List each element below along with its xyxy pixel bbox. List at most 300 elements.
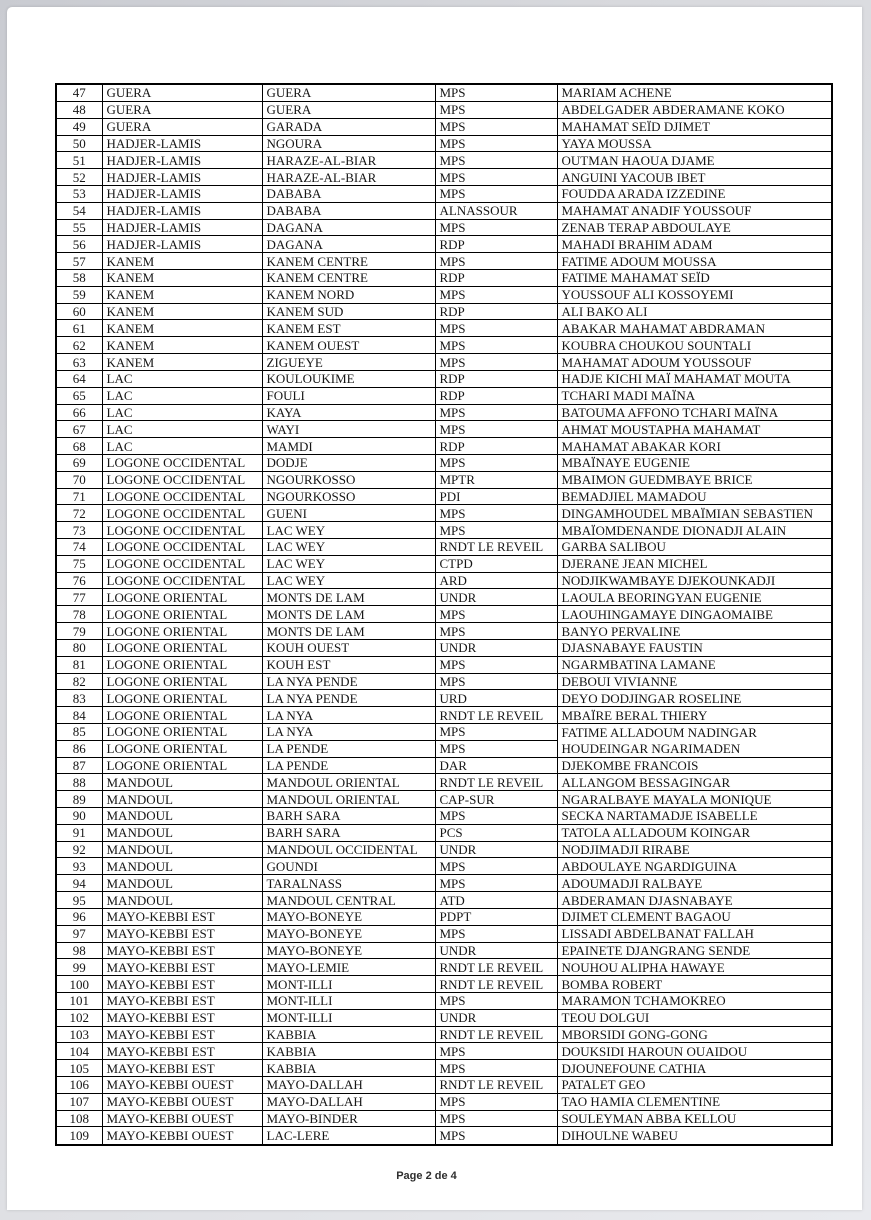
cell-region: KANEM bbox=[102, 320, 262, 337]
cell-region: LAC bbox=[102, 404, 262, 421]
cell-numero: 109 bbox=[56, 1127, 102, 1145]
cell-numero: 67 bbox=[56, 421, 102, 438]
cell-parti: RDP bbox=[435, 370, 557, 387]
table-row bbox=[56, 707, 832, 724]
cell-parti: MPS bbox=[435, 740, 557, 757]
cell-candidat: LAOULA BEORINGYAN EUGENIE bbox=[557, 589, 832, 606]
cell-candidat: TATOLA ALLADOUM KOINGAR bbox=[557, 824, 832, 841]
table-row bbox=[56, 690, 832, 707]
cell-departement: LAC-LERE bbox=[262, 1127, 435, 1145]
cell-numero: 69 bbox=[56, 454, 102, 471]
cell-numero: 80 bbox=[56, 639, 102, 656]
table-row bbox=[56, 253, 832, 270]
cell-candidat: FATIME ADOUM MOUSSA bbox=[557, 253, 832, 270]
cell-region: MAYO-KEBBI EST bbox=[102, 942, 262, 959]
cell-region: KANEM bbox=[102, 270, 262, 287]
cell-parti: MPTR bbox=[435, 471, 557, 488]
cell-candidat: BATOUMA AFFONO TCHARI MAÏNA bbox=[557, 404, 832, 421]
cell-numero: 53 bbox=[56, 185, 102, 202]
cell-candidat: MBAÏRE BERAL THIERY bbox=[557, 707, 832, 724]
cell-departement: MAYO-BONEYE bbox=[262, 908, 435, 925]
table-row bbox=[56, 169, 832, 186]
cell-candidat: MBAÏNAYE EUGENIE bbox=[557, 454, 832, 471]
cell-candidat: DJERANE JEAN MICHEL bbox=[557, 555, 832, 572]
cell-parti: MPS bbox=[435, 1093, 557, 1110]
table-row bbox=[56, 1026, 832, 1043]
cell-numero: 62 bbox=[56, 337, 102, 354]
cell-departement: KOUH EST bbox=[262, 656, 435, 673]
cell-departement: LA PENDE bbox=[262, 740, 435, 757]
cell-candidat: DJEKOMBE FRANCOIS bbox=[557, 757, 832, 774]
cell-parti: MPS bbox=[435, 1127, 557, 1145]
cell-parti: UNDR bbox=[435, 942, 557, 959]
cell-departement: KANEM EST bbox=[262, 320, 435, 337]
cell-candidat: HADJE KICHI MAÏ MAHAMAT MOUTA bbox=[557, 370, 832, 387]
table-row bbox=[56, 84, 832, 101]
table-row bbox=[56, 757, 832, 774]
cell-departement: HARAZE-AL-BIAR bbox=[262, 152, 435, 169]
cell-parti: MPS bbox=[435, 286, 557, 303]
table-row bbox=[56, 454, 832, 471]
cell-parti: MPS bbox=[435, 84, 557, 101]
cell-departement: BARH SARA bbox=[262, 824, 435, 841]
cell-parti: MPS bbox=[435, 606, 557, 623]
cell-candidat: LISSADI ABDELBANAT FALLAH bbox=[557, 925, 832, 942]
cell-parti: ARD bbox=[435, 572, 557, 589]
table-row bbox=[56, 808, 832, 825]
cell-departement: KANEM CENTRE bbox=[262, 270, 435, 287]
cell-numero: 71 bbox=[56, 488, 102, 505]
cell-departement: FOULI bbox=[262, 387, 435, 404]
cell-candidat: ABAKAR MAHAMAT ABDRAMAN bbox=[557, 320, 832, 337]
cell-region: MANDOUL bbox=[102, 875, 262, 892]
cell-region: LOGONE ORIENTAL bbox=[102, 723, 262, 740]
cell-candidat: DEYO DODJINGAR ROSELINE bbox=[557, 690, 832, 707]
cell-departement: KABBIA bbox=[262, 1026, 435, 1043]
table-row bbox=[56, 639, 832, 656]
table-row bbox=[56, 438, 832, 455]
cell-numero: 97 bbox=[56, 925, 102, 942]
cell-region: LOGONE OCCIDENTAL bbox=[102, 539, 262, 556]
cell-numero: 66 bbox=[56, 404, 102, 421]
cell-departement: MANDOUL CENTRAL bbox=[262, 892, 435, 909]
cell-candidat: ALI BAKO ALI bbox=[557, 303, 832, 320]
cell-departement: LAC WEY bbox=[262, 539, 435, 556]
cell-parti: MPS bbox=[435, 185, 557, 202]
cell-parti: RNDT LE REVEIL bbox=[435, 976, 557, 993]
table-row bbox=[56, 992, 832, 1009]
cell-departement: MAYO-BONEYE bbox=[262, 942, 435, 959]
cell-candidat: MAHAMAT ADOUM YOUSSOUF bbox=[557, 354, 832, 371]
cell-departement: HARAZE-AL-BIAR bbox=[262, 169, 435, 186]
cell-parti: MPS bbox=[435, 1110, 557, 1127]
cell-candidat: NGARALBAYE MAYALA MONIQUE bbox=[557, 791, 832, 808]
cell-departement: DABABA bbox=[262, 202, 435, 219]
cell-departement: KOUH OUEST bbox=[262, 639, 435, 656]
cell-candidat: BOMBA ROBERT bbox=[557, 976, 832, 993]
cell-numero: 91 bbox=[56, 824, 102, 841]
cell-parti: MPS bbox=[435, 219, 557, 236]
cell-parti: RDP bbox=[435, 270, 557, 287]
cell-region: MAYO-KEBBI EST bbox=[102, 908, 262, 925]
cell-region: LOGONE OCCIDENTAL bbox=[102, 488, 262, 505]
cell-parti: URD bbox=[435, 690, 557, 707]
cell-departement: NGOURKOSSO bbox=[262, 471, 435, 488]
cell-departement: MAYO-BINDER bbox=[262, 1110, 435, 1127]
cell-numero: 58 bbox=[56, 270, 102, 287]
cell-region: MAYO-KEBBI EST bbox=[102, 976, 262, 993]
cell-departement: MAYO-DALLAH bbox=[262, 1093, 435, 1110]
cell-candidat: ANGUINI YACOUB IBET bbox=[557, 169, 832, 186]
cell-departement: MONTS DE LAM bbox=[262, 606, 435, 623]
cell-numero: 68 bbox=[56, 438, 102, 455]
cell-parti: MPS bbox=[435, 505, 557, 522]
cell-departement: DODJE bbox=[262, 454, 435, 471]
cell-parti: RNDT LE REVEIL bbox=[435, 707, 557, 724]
cell-parti: ALNASSOUR bbox=[435, 202, 557, 219]
cell-departement: NGOURKOSSO bbox=[262, 488, 435, 505]
cell-candidat: DJOUNEFOUNE CATHIA bbox=[557, 1060, 832, 1077]
cell-departement: KOULOUKIME bbox=[262, 370, 435, 387]
table-row bbox=[56, 858, 832, 875]
cell-numero: 93 bbox=[56, 858, 102, 875]
cell-parti: MPS bbox=[435, 135, 557, 152]
cell-parti: MPS bbox=[435, 152, 557, 169]
cell-parti: PDPT bbox=[435, 908, 557, 925]
cell-parti: MPS bbox=[435, 673, 557, 690]
cell-candidat: PATALET GEO bbox=[557, 1077, 832, 1094]
cell-parti: MPS bbox=[435, 253, 557, 270]
cell-parti: MPS bbox=[435, 656, 557, 673]
table-row bbox=[56, 555, 832, 572]
table-row bbox=[56, 908, 832, 925]
cell-region: LAC bbox=[102, 387, 262, 404]
table-row bbox=[56, 505, 832, 522]
table-row bbox=[56, 1077, 832, 1094]
cell-numero: 100 bbox=[56, 976, 102, 993]
cell-numero: 61 bbox=[56, 320, 102, 337]
table-row bbox=[56, 959, 832, 976]
cell-parti: MPS bbox=[435, 118, 557, 135]
table-row bbox=[56, 892, 832, 909]
table-row bbox=[56, 488, 832, 505]
table-row bbox=[56, 740, 832, 757]
table-row bbox=[56, 791, 832, 808]
cell-region: MAYO-KEBBI EST bbox=[102, 992, 262, 1009]
cell-numero: 57 bbox=[56, 253, 102, 270]
table-row bbox=[56, 1110, 832, 1127]
cell-parti: UNDR bbox=[435, 841, 557, 858]
cell-numero: 82 bbox=[56, 673, 102, 690]
cell-parti: RNDT LE REVEIL bbox=[435, 1026, 557, 1043]
cell-candidat: ADOUMADJI RALBAYE bbox=[557, 875, 832, 892]
cell-parti: MPS bbox=[435, 875, 557, 892]
cell-region: MANDOUL bbox=[102, 824, 262, 841]
cell-candidat: BANYO PERVALINE bbox=[557, 623, 832, 640]
table-row bbox=[56, 303, 832, 320]
cell-parti: CTPD bbox=[435, 555, 557, 572]
cell-departement: GUERA bbox=[262, 84, 435, 101]
cell-parti: PDI bbox=[435, 488, 557, 505]
cell-departement: DAGANA bbox=[262, 236, 435, 253]
cell-numero: 51 bbox=[56, 152, 102, 169]
cell-numero: 79 bbox=[56, 623, 102, 640]
cell-candidat: TEOU DOLGUI bbox=[557, 1009, 832, 1026]
cell-numero: 72 bbox=[56, 505, 102, 522]
cell-candidat: YAYA MOUSSA bbox=[557, 135, 832, 152]
cell-parti: MPS bbox=[435, 404, 557, 421]
cell-numero: 74 bbox=[56, 539, 102, 556]
cell-region: MAYO-KEBBI EST bbox=[102, 1060, 262, 1077]
cell-parti: MPS bbox=[435, 1060, 557, 1077]
cell-candidat: DINGAMHOUDEL MBAÏMIAN SEBASTIEN bbox=[557, 505, 832, 522]
cell-candidat: DJIMET CLEMENT BAGAOU bbox=[557, 908, 832, 925]
cell-region: HADJER-LAMIS bbox=[102, 135, 262, 152]
cell-candidat: ZENAB TERAP ABDOULAYE bbox=[557, 219, 832, 236]
candidates-table bbox=[55, 83, 833, 1146]
table-row bbox=[56, 219, 832, 236]
cell-candidat: EPAINETE DJANGRANG SENDE bbox=[557, 942, 832, 959]
cell-numero: 50 bbox=[56, 135, 102, 152]
cell-departement: KABBIA bbox=[262, 1060, 435, 1077]
cell-departement: MANDOUL ORIENTAL bbox=[262, 774, 435, 791]
cell-departement: LA NYA bbox=[262, 723, 435, 740]
cell-numero: 63 bbox=[56, 354, 102, 371]
cell-numero: 88 bbox=[56, 774, 102, 791]
table-row bbox=[56, 824, 832, 841]
table-row bbox=[56, 370, 832, 387]
cell-numero: 86 bbox=[56, 740, 102, 757]
table-row bbox=[56, 152, 832, 169]
cell-candidat: TAO HAMIA CLEMENTINE bbox=[557, 1093, 832, 1110]
cell-numero: 108 bbox=[56, 1110, 102, 1127]
cell-region: LAC bbox=[102, 438, 262, 455]
cell-numero: 64 bbox=[56, 370, 102, 387]
cell-region: GUERA bbox=[102, 118, 262, 135]
cell-parti: ATD bbox=[435, 892, 557, 909]
cell-region: LAC bbox=[102, 370, 262, 387]
cell-parti: UNDR bbox=[435, 639, 557, 656]
candidates-table-container bbox=[55, 83, 833, 1146]
cell-departement: MONTS DE LAM bbox=[262, 589, 435, 606]
cell-parti: MPS bbox=[435, 354, 557, 371]
cell-candidat: FATIME MAHAMAT SEÏD bbox=[557, 270, 832, 287]
cell-region: HADJER-LAMIS bbox=[102, 236, 262, 253]
cell-parti: MPS bbox=[435, 1043, 557, 1060]
cell-candidat: MBORSIDI GONG-GONG bbox=[557, 1026, 832, 1043]
cell-departement: GUERA bbox=[262, 101, 435, 118]
cell-parti: MPS bbox=[435, 522, 557, 539]
cell-numero: 85 bbox=[56, 723, 102, 740]
cell-region: LOGONE ORIENTAL bbox=[102, 690, 262, 707]
cell-region: MAYO-KEBBI EST bbox=[102, 959, 262, 976]
cell-numero: 77 bbox=[56, 589, 102, 606]
cell-parti: PCS bbox=[435, 824, 557, 841]
cell-departement: MANDOUL OCCIDENTAL bbox=[262, 841, 435, 858]
cell-region: MAYO-KEBBI EST bbox=[102, 925, 262, 942]
cell-numero: 87 bbox=[56, 757, 102, 774]
table-row bbox=[56, 572, 832, 589]
cell-departement: DAGANA bbox=[262, 219, 435, 236]
cell-numero: 55 bbox=[56, 219, 102, 236]
table-row bbox=[56, 1093, 832, 1110]
cell-numero: 81 bbox=[56, 656, 102, 673]
cell-departement: LA NYA PENDE bbox=[262, 673, 435, 690]
cell-candidat: ALLANGOM BESSAGINGAR bbox=[557, 774, 832, 791]
cell-candidat: ABDOULAYE NGARDIGUINA bbox=[557, 858, 832, 875]
cell-numero: 65 bbox=[56, 387, 102, 404]
cell-departement: MAYO-LEMIE bbox=[262, 959, 435, 976]
cell-parti: DAR bbox=[435, 757, 557, 774]
cell-candidat: MAHAMAT ANADIF YOUSSOUF bbox=[557, 202, 832, 219]
cell-departement: KAYA bbox=[262, 404, 435, 421]
table-row bbox=[56, 723, 832, 740]
table-row bbox=[56, 1060, 832, 1077]
cell-region: LOGONE ORIENTAL bbox=[102, 757, 262, 774]
cell-departement: MONT-ILLI bbox=[262, 992, 435, 1009]
cell-numero: 52 bbox=[56, 169, 102, 186]
cell-parti: MPS bbox=[435, 337, 557, 354]
cell-numero: 84 bbox=[56, 707, 102, 724]
table-row bbox=[56, 118, 832, 135]
cell-region: LOGONE ORIENTAL bbox=[102, 656, 262, 673]
cell-departement: LA NYA bbox=[262, 707, 435, 724]
table-row bbox=[56, 236, 832, 253]
cell-parti: RDP bbox=[435, 387, 557, 404]
table-row bbox=[56, 185, 832, 202]
cell-numero: 76 bbox=[56, 572, 102, 589]
table-row bbox=[56, 387, 832, 404]
cell-parti: UNDR bbox=[435, 1009, 557, 1026]
cell-numero: 99 bbox=[56, 959, 102, 976]
cell-parti: RDP bbox=[435, 236, 557, 253]
cell-region: LOGONE OCCIDENTAL bbox=[102, 555, 262, 572]
table-row bbox=[56, 471, 832, 488]
cell-region: MANDOUL bbox=[102, 892, 262, 909]
cell-parti: RDP bbox=[435, 438, 557, 455]
cell-candidat: AHMAT MOUSTAPHA MAHAMAT bbox=[557, 421, 832, 438]
cell-region: LAC bbox=[102, 421, 262, 438]
cell-numero: 105 bbox=[56, 1060, 102, 1077]
cell-numero: 96 bbox=[56, 908, 102, 925]
cell-candidat: BEMADJIEL MAMADOU bbox=[557, 488, 832, 505]
table-row bbox=[56, 320, 832, 337]
page-number: Page 2 de 4 bbox=[396, 1170, 457, 1182]
cell-candidat: TCHARI MADI MAÏNA bbox=[557, 387, 832, 404]
cell-region: LOGONE ORIENTAL bbox=[102, 623, 262, 640]
cell-candidat: YOUSSOUF ALI KOSSOYEMI bbox=[557, 286, 832, 303]
cell-region: HADJER-LAMIS bbox=[102, 152, 262, 169]
cell-departement: LAC WEY bbox=[262, 572, 435, 589]
cell-numero: 60 bbox=[56, 303, 102, 320]
cell-region: MAYO-KEBBI OUEST bbox=[102, 1093, 262, 1110]
cell-parti: MPS bbox=[435, 992, 557, 1009]
cell-region: KANEM bbox=[102, 354, 262, 371]
cell-candidat: SOULEYMAN ABBA KELLOU bbox=[557, 1110, 832, 1127]
cell-region: MANDOUL bbox=[102, 841, 262, 858]
table-row bbox=[56, 623, 832, 640]
cell-numero: 89 bbox=[56, 791, 102, 808]
cell-candidat: ABDELGADER ABDERAMANE KOKO bbox=[557, 101, 832, 118]
cell-candidat: NODJIKWAMBAYE DJEKOUNKADJI bbox=[557, 572, 832, 589]
cell-region: HADJER-LAMIS bbox=[102, 185, 262, 202]
cell-region: LOGONE OCCIDENTAL bbox=[102, 505, 262, 522]
cell-region: LOGONE ORIENTAL bbox=[102, 673, 262, 690]
table-row bbox=[56, 202, 832, 219]
cell-region: HADJER-LAMIS bbox=[102, 219, 262, 236]
table-row bbox=[56, 976, 832, 993]
cell-candidat: SECKA NARTAMADJE ISABELLE bbox=[557, 808, 832, 825]
cell-departement: MAYO-BONEYE bbox=[262, 925, 435, 942]
cell-region: LOGONE ORIENTAL bbox=[102, 606, 262, 623]
cell-parti: UNDR bbox=[435, 589, 557, 606]
cell-candidat: DJASNABAYE FAUSTIN bbox=[557, 639, 832, 656]
table-row bbox=[56, 270, 832, 287]
cell-region: KANEM bbox=[102, 303, 262, 320]
cell-departement: TARALNASS bbox=[262, 875, 435, 892]
table-row bbox=[56, 875, 832, 892]
table-row bbox=[56, 1127, 832, 1145]
cell-parti: MPS bbox=[435, 858, 557, 875]
cell-region: LOGONE OCCIDENTAL bbox=[102, 522, 262, 539]
cell-departement: GARADA bbox=[262, 118, 435, 135]
cell-parti: RNDT LE REVEIL bbox=[435, 774, 557, 791]
cell-region: HADJER-LAMIS bbox=[102, 202, 262, 219]
cell-region: MAYO-KEBBI EST bbox=[102, 1026, 262, 1043]
cell-departement: ZIGUEYE bbox=[262, 354, 435, 371]
cell-parti: MPS bbox=[435, 808, 557, 825]
cell-candidat: MBAIMON GUEDMBAYE BRICE bbox=[557, 471, 832, 488]
table-row bbox=[56, 404, 832, 421]
cell-candidat: DOUKSIDI HAROUN OUAIDOU bbox=[557, 1043, 832, 1060]
cell-departement: LA NYA PENDE bbox=[262, 690, 435, 707]
cell-region: LOGONE ORIENTAL bbox=[102, 740, 262, 757]
cell-parti: MPS bbox=[435, 623, 557, 640]
cell-candidat: MARAMON TCHAMOKREO bbox=[557, 992, 832, 1009]
cell-region: LOGONE OCCIDENTAL bbox=[102, 471, 262, 488]
cell-candidat: KOUBRA CHOUKOU SOUNTALI bbox=[557, 337, 832, 354]
cell-region: KANEM bbox=[102, 253, 262, 270]
cell-candidat: NODJIMADJI RIRABE bbox=[557, 841, 832, 858]
cell-region: GUERA bbox=[102, 101, 262, 118]
cell-candidat: GARBA SALIBOU bbox=[557, 539, 832, 556]
cell-departement: LAC WEY bbox=[262, 555, 435, 572]
cell-numero: 59 bbox=[56, 286, 102, 303]
cell-candidat: NOUHOU ALIPHA HAWAYE bbox=[557, 959, 832, 976]
cell-parti: RNDT LE REVEIL bbox=[435, 1077, 557, 1094]
table-row bbox=[56, 942, 832, 959]
cell-candidat: NGARMBATINA LAMANE bbox=[557, 656, 832, 673]
table-row bbox=[56, 135, 832, 152]
cell-departement: KANEM NORD bbox=[262, 286, 435, 303]
cell-region: MAYO-KEBBI OUEST bbox=[102, 1127, 262, 1145]
cell-departement: MANDOUL ORIENTAL bbox=[262, 791, 435, 808]
cell-region: MANDOUL bbox=[102, 808, 262, 825]
table-row bbox=[56, 421, 832, 438]
cell-parti: RNDT LE REVEIL bbox=[435, 959, 557, 976]
cell-parti: MPS bbox=[435, 101, 557, 118]
cell-candidat: FOUDDA ARADA IZZEDINE bbox=[557, 185, 832, 202]
cell-parti: RDP bbox=[435, 303, 557, 320]
cell-departement: LA PENDE bbox=[262, 757, 435, 774]
cell-numero: 49 bbox=[56, 118, 102, 135]
table-row bbox=[56, 1043, 832, 1060]
table-row bbox=[56, 925, 832, 942]
cell-departement: GUENI bbox=[262, 505, 435, 522]
cell-region: LOGONE ORIENTAL bbox=[102, 707, 262, 724]
cell-region: KANEM bbox=[102, 286, 262, 303]
cell-region: MAYO-KEBBI OUEST bbox=[102, 1110, 262, 1127]
